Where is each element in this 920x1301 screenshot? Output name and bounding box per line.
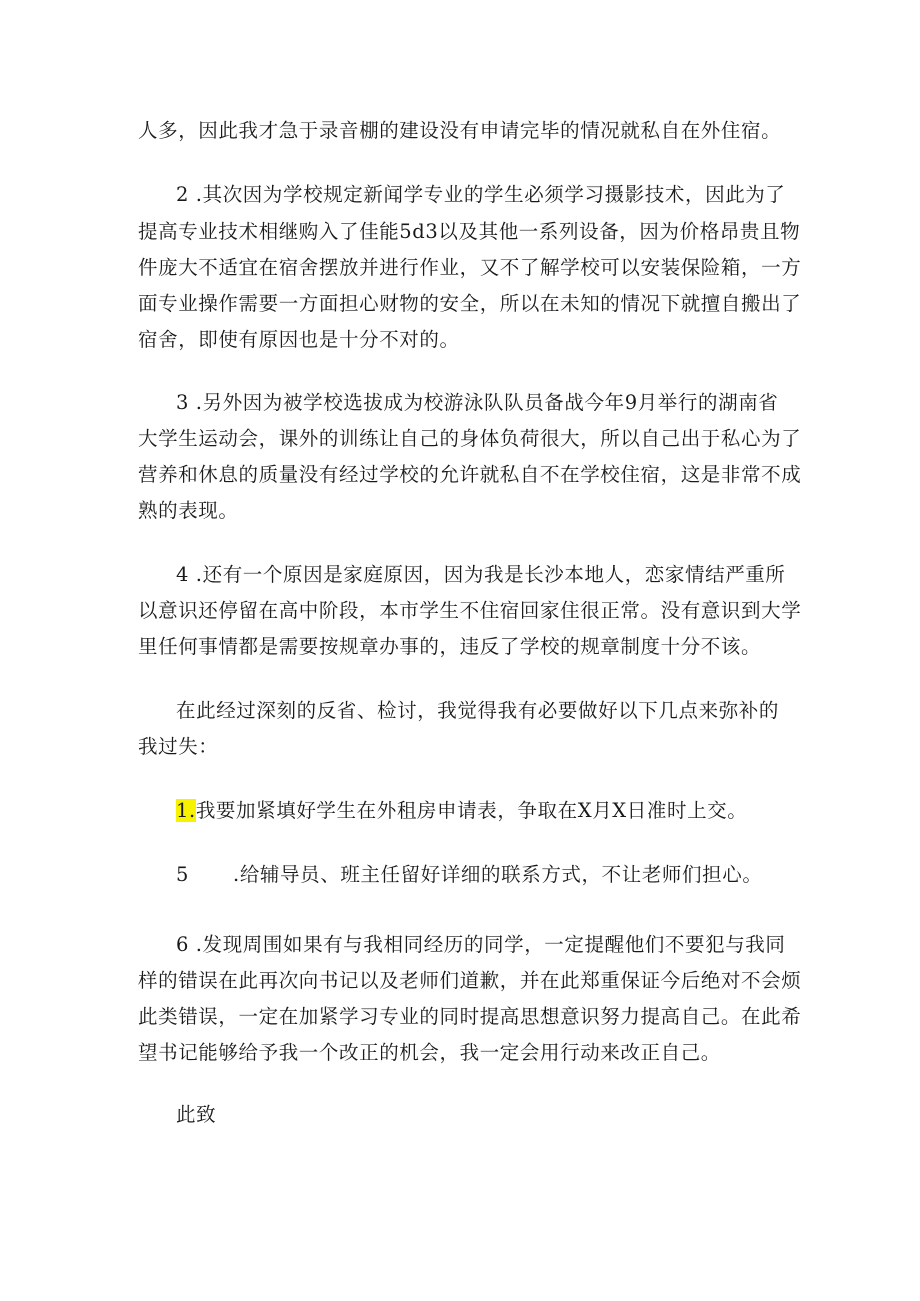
paragraph-4-line-1: 4 .还有一个原因是家庭原因，因为我是长沙本地人，恋家情结严重所 bbox=[176, 563, 786, 586]
closing-salutation: 此致 bbox=[176, 1103, 217, 1126]
paragraph-5-line-1: 在此经过深刻的反省、检讨，我觉得我有必要做好以下几点来弥补的 bbox=[176, 699, 780, 722]
paragraph-3-line-3: 营养和休息的质量没有经过学校的允许就私自不在学校住宿，这是非常不成 bbox=[138, 463, 802, 486]
list-item-5-number: 5 bbox=[176, 863, 190, 886]
paragraph-6-line-4: 望书记能够给予我一个改正的机会，我一定会用行动来改正自己。 bbox=[138, 1041, 721, 1064]
paragraph-4-line-3: 里任何事情都是需要按规章办事的，违反了学校的规章制度十分不该。 bbox=[138, 635, 762, 658]
paragraph-6-line-2: 样的错误在此再次向书记以及老师们道歉，并在此郑重保证今后绝对不会烦 bbox=[138, 969, 802, 992]
paragraph-2-line-4: 面专业操作需要一方面担心财物的安全，所以在未知的情况下就擅自搬出了 bbox=[138, 292, 802, 315]
list-item-1 bbox=[176, 797, 836, 825]
paragraph-6-line-1: 6 .发现周围如果有与我相同经历的同学，一定提醒他们不要犯与我同 bbox=[176, 933, 786, 956]
paragraph-5-line-2: 我过失： bbox=[138, 735, 219, 758]
list-item-5 bbox=[176, 861, 836, 889]
paragraph-3-line-2: 大学生运动会，课外的训练让自己的身体负荷很大，所以自己出于私心为了 bbox=[138, 427, 802, 450]
paragraph-6-line-3: 此类错误，一定在加紧学习专业的同时提高思想意识努力提高自己。在此希 bbox=[138, 1005, 802, 1028]
paragraph-continuation-line: 人多，因此我才急于录音棚的建设没有申请完毕的情况就私自在外住宿。 bbox=[138, 119, 782, 142]
paragraph-2-line-1: 2 .其次因为学校规定新闻学专业的学生必须学习摄影技术，因此为了 bbox=[176, 183, 786, 206]
list-item-1-text: 我要加紧填好学生在外租房申请表，争取在X月X日准时上交。 bbox=[195, 799, 748, 822]
paragraph-4-line-2: 以意识还停留在高中阶段，本市学生不住宿回家住很正常。没有意识到大学 bbox=[138, 599, 802, 622]
list-item-5-text: .给辅导员、班主任留好详细的联系方式，不让老师们担心。 bbox=[233, 863, 763, 886]
paragraph-3-line-1: 3 .另外因为被学校选拔成为校游泳队队员备战今年9月举行的湖南省 bbox=[176, 391, 779, 414]
highlighted-item-number: 1. bbox=[176, 799, 196, 822]
paragraph-2-line-2: 提高专业技术相继购入了佳能5d3以及其他一系列设备，因为价格昂贵且物 bbox=[138, 220, 801, 243]
paragraph-3-line-4: 熟的表现。 bbox=[138, 499, 239, 522]
paragraph-2-line-3: 件庞大不适宜在宿舍摆放并进行作业，又不了解学校可以安装保险箱，一方 bbox=[138, 256, 802, 279]
paragraph-2-line-5: 宿舍，即使有原因也是十分不对的。 bbox=[138, 328, 460, 351]
